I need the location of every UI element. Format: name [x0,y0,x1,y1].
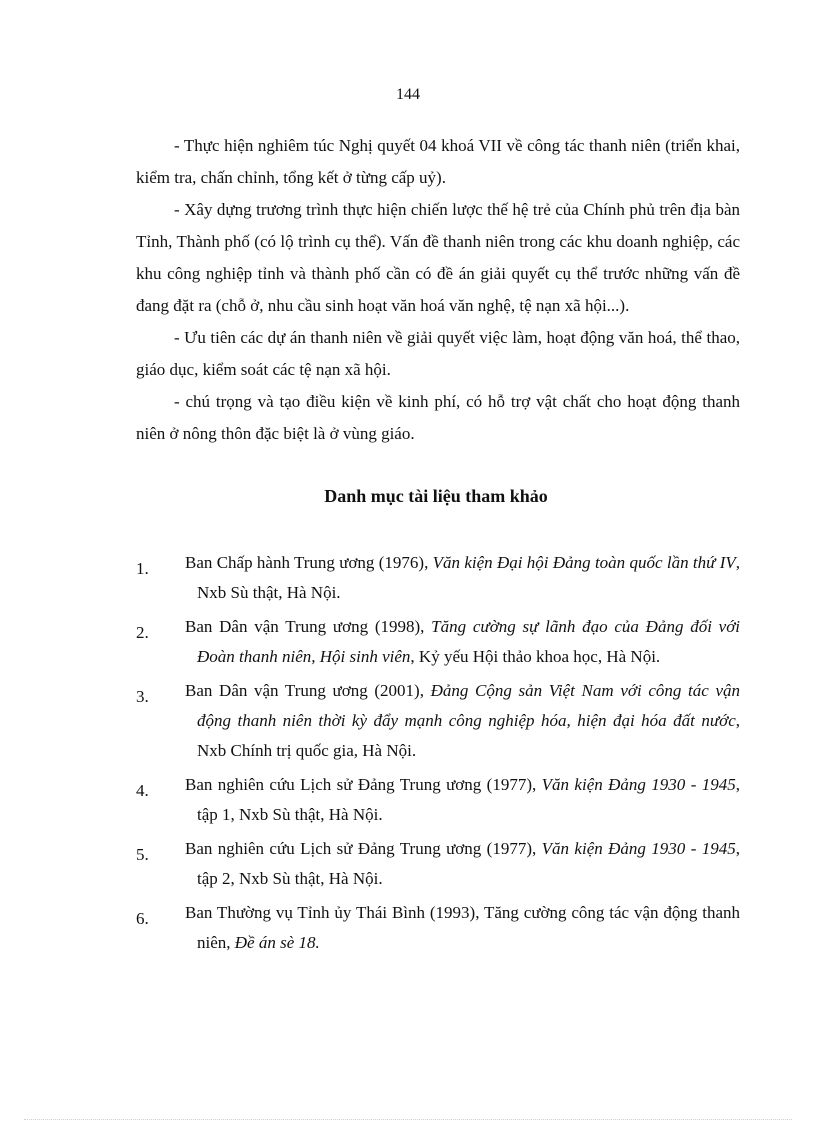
reference-publisher: , Nxb Sù thật, Hà Nội. [197,553,741,602]
reference-number: 3. [136,687,149,706]
reference-item [136,676,740,766]
reference-list [136,548,740,962]
reference-title: Văn kiện Đảng 1930 - 1945 [541,839,736,858]
reference-number: 5. [136,845,149,864]
reference-author: Ban Chấp hành Trung ương (1976), [185,553,433,572]
paragraph: - chú trọng và tạo điều kiện về kinh phí, có hỗ trợ vật chất cho hoạt động thanh niên ở nông thôn đặc biệt là ở vùng giáo. [136,392,740,443]
reference-number: 2. [136,623,149,642]
paragraph: - Xây dựng trương trình thực hiện chiến lược thế hệ trẻ của Chính phủ trên địa bàn Tỉnh, Thành phố (có lộ trình cụ thể). Vấn đề thanh niên trong các khu doanh nghiệp, các khu công nghiệp tỉnh và thành phố cần có đề án giải quyết cụ thể trước những vấn đề đang đặt ra (chỗ ở, nhu cầu sinh hoạt văn hoá văn nghệ, tệ nạn xã hội...). [136,200,740,315]
reference-author: Ban Dân vận Trung ương (2001), [185,681,431,700]
page-bottom-divider [24,1119,792,1120]
reference-item [136,770,740,830]
reference-publisher: , Kỷ yếu Hội thảo khoa học, Hà Nội. [410,647,661,666]
reference-item [136,612,740,672]
reference-title: Văn kiện Đảng 1930 - 1945 [541,775,736,794]
reference-number: 4. [136,781,149,800]
reference-title: Đảng Cộng sản Việt Nam với công tác vận động thanh niên thời kỳ đẩy mạnh công nghiệp hóa, hiện đại hóa đất nước [197,681,740,730]
reference-item [136,548,740,608]
reference-title: Đề án sè 18. [234,933,320,952]
reference-item [136,834,740,894]
reference-author: Ban Thường vụ Tỉnh ủy Thái Bình (1993), Tăng cường công tác vận động thanh niên, [185,903,740,952]
reference-title: Tăng cường sự lãnh đạo của Đảng đối với Đoàn thanh niên, Hội sinh viên [197,617,741,666]
reference-item [136,898,740,958]
reference-author: Ban nghiên cứu Lịch sử Đảng Trung ương (1977), [185,775,542,794]
reference-publisher: , tập 1, Nxb Sù thật, Hà Nội. [197,775,740,824]
paragraph: - Ưu tiên các dự án thanh niên về giải quyết việc làm, hoạt động văn hoá, thể thao, giáo dục, kiểm soát các tệ nạn xã hội. [136,328,740,379]
reference-author: Ban Dân vận Trung ương (1998), [185,617,432,636]
reference-author: Ban nghiên cứu Lịch sử Đảng Trung ương (1977), [185,839,542,858]
page-number: 144 [396,86,420,103]
reference-publisher: , Nxb Chính trị quốc gia, Hà Nội. [197,711,740,760]
body-text [136,130,740,450]
reference-number: 6. [136,909,149,928]
paragraph: - Thực hiện nghiêm túc Nghị quyết 04 khoá VII về công tác thanh niên (triển khai, kiểm tra, chấn chỉnh, tổng kết ở từng cấp uỷ). [136,136,740,187]
reference-number: 1. [136,559,149,578]
references-heading: Danh mục tài liệu tham khảo [324,486,548,506]
reference-title: Văn kiện Đại hội Đảng toàn quốc lần thứ IV [432,553,736,572]
reference-publisher: , tập 2, Nxb Sù thật, Hà Nội. [197,839,740,888]
